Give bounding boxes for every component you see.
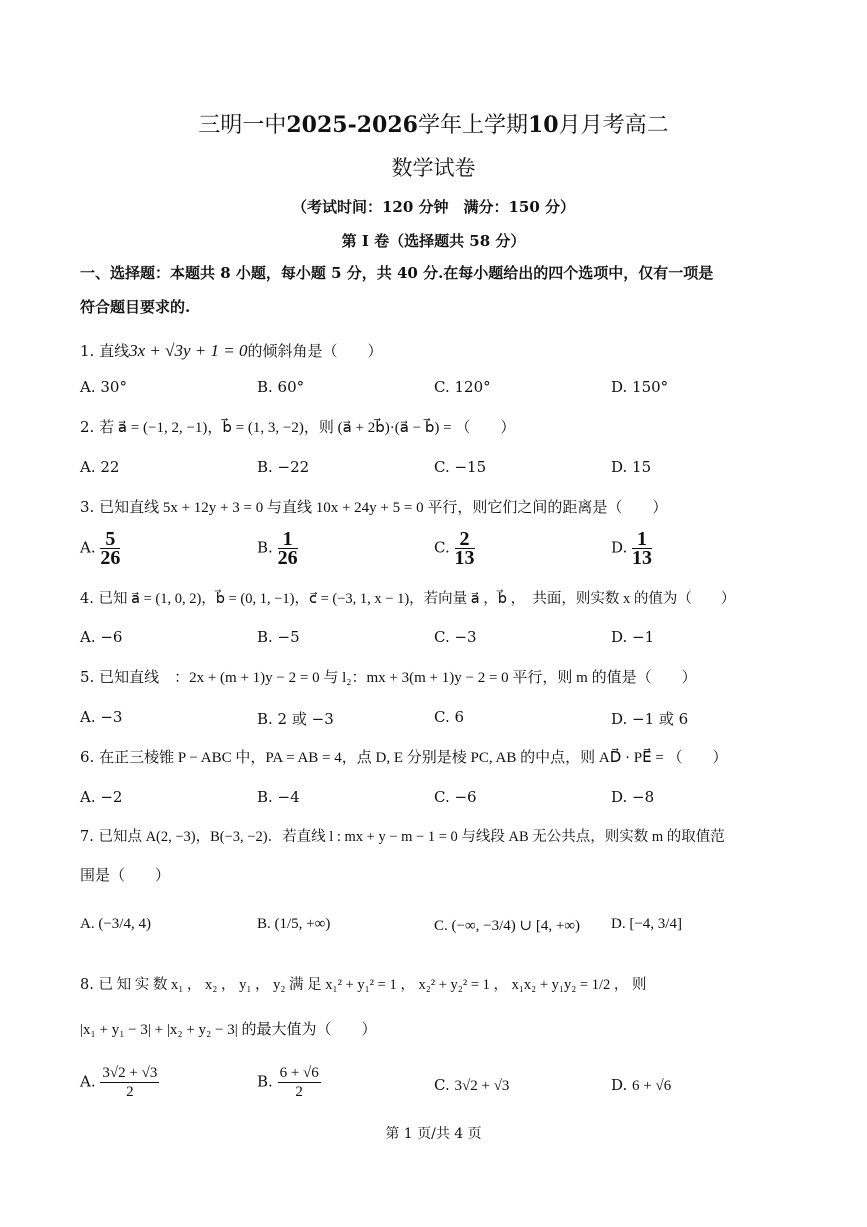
- section-heading-line2: 符合题目要求的.: [80, 298, 191, 316]
- option-d: [611, 1076, 671, 1095]
- question-number: 7.: [80, 829, 94, 845]
- option-a: [80, 1064, 159, 1101]
- question-text: |x₁ + y₁ − 3| + |x₂ + y₂ − 3| 的最大值为（ ）: [80, 1022, 377, 1038]
- option-label: B.: [257, 538, 273, 557]
- question-number: 6.: [80, 748, 95, 766]
- fraction: [100, 1064, 159, 1101]
- option-b: [257, 530, 298, 567]
- option-b: B. 60°: [257, 378, 305, 396]
- question-4-options: [80, 628, 800, 658]
- school-year: 2025-2026: [286, 112, 418, 138]
- option-c: [434, 1076, 509, 1095]
- denominator: 13: [632, 547, 653, 569]
- question-2: [80, 416, 789, 439]
- question-2-options: [80, 458, 800, 488]
- option-a: A. −2: [80, 788, 123, 806]
- question-text: 已 知 实 数 x₁ ， x₂ ， y₁ ， y₂ 满 足 x₁² + y₁² = 1 ， x₂² + y₂² = 1 ， x₁x₂ + y₁y₂ = 1/2 ， 则: [98, 977, 647, 993]
- question-text: 若 a⃗ = (−1, 2, −1)，b⃗ = (1, 3, −2)，则 (a⃗ + 2b⃗)·(a⃗ − b⃗) = （ ）: [99, 420, 516, 436]
- denominator: 26: [100, 547, 121, 569]
- option-a: A. 30°: [80, 378, 127, 396]
- question-5-options: [80, 708, 800, 738]
- question-5: [80, 666, 789, 689]
- page-footer: 第 1 页/共 4 页: [385, 1126, 482, 1142]
- question-number: 5.: [80, 668, 95, 686]
- denominator: 26: [277, 547, 298, 569]
- fraction: [455, 530, 475, 567]
- subject-title: 数学试卷: [391, 156, 476, 180]
- denominator: 2: [295, 1084, 303, 1100]
- numerator: 5: [100, 530, 120, 549]
- option-c: C. (−∞, −3/4) ∪ [4, +∞): [434, 918, 580, 934]
- numerator: 6 + √6: [279, 1065, 319, 1081]
- option-a: [80, 530, 120, 567]
- option-b: B. (1/5, +∞): [257, 916, 331, 932]
- option-label: D.: [611, 1076, 628, 1094]
- option-d: [611, 530, 652, 567]
- numerator: 3√2 + √3: [102, 1065, 158, 1081]
- question-text: 已知点 A(2, −3)，B(−3, −2)．若直线 l : mx + y − m − 1 = 0 与线段 AB 无公共点，则实数 m 的取值范: [98, 829, 725, 845]
- option-label: D.: [611, 538, 628, 557]
- option-c: C. 6: [434, 708, 465, 726]
- question-4: [80, 588, 789, 610]
- question-7-line1: [80, 826, 789, 848]
- question-8-line2: [80, 1018, 789, 1041]
- question-6: [80, 746, 789, 769]
- exam-name: 月月考高二: [558, 113, 669, 138]
- option-label: A.: [80, 1072, 96, 1091]
- question-8-options: [80, 1064, 800, 1112]
- month: 10: [527, 112, 559, 138]
- question-number: 3.: [80, 498, 95, 516]
- option-d: D. [−4, 3/4]: [611, 916, 682, 932]
- option-b: B. −4: [257, 788, 300, 806]
- option-label: C.: [434, 1076, 450, 1094]
- question-text: 在正三棱锥 P − ABC 中，PA = AB = 4，点 D, E 分别是棱 PC, AB 的中点，则 AD⃗ · PE⃗ = （ ）: [99, 750, 728, 766]
- exam-info: （考试时间：120 分钟 满分：150 分）: [291, 198, 576, 216]
- option-label: B.: [257, 1072, 273, 1091]
- question-number: 2.: [80, 418, 95, 436]
- numerator: 1: [278, 530, 298, 549]
- option-a: A. (−3/4, 4): [80, 916, 151, 932]
- option-c: [434, 530, 475, 567]
- option-c: C. 120°: [434, 378, 491, 396]
- option-a: A. −6: [80, 628, 123, 646]
- option-c: C. −3: [434, 628, 477, 646]
- option-b: [257, 1064, 321, 1101]
- option-label: C.: [434, 538, 450, 557]
- option-label: A.: [80, 538, 96, 557]
- question-3-options: [80, 530, 800, 574]
- option-value: 3√2 + √3: [454, 1078, 510, 1094]
- question-1-options: [80, 378, 800, 408]
- question-number: 1.: [80, 342, 95, 360]
- fraction: [278, 530, 298, 567]
- question-text: 已知直线 5x + 12y + 3 = 0 与直线 10x + 24y + 5 = 0 平行，则它们之间的距离是（ ）: [99, 500, 668, 516]
- option-b: B. 2 或 −3: [257, 710, 334, 728]
- denominator: 13: [454, 547, 475, 569]
- numerator: 1: [632, 530, 652, 549]
- option-c: C. −6: [434, 788, 477, 806]
- option-d: D. −8: [611, 788, 655, 806]
- exam-title: [0, 108, 867, 139]
- option-d: D. −1 或 6: [611, 710, 689, 728]
- question-text: 直线: [99, 342, 130, 360]
- question-text: 的倾斜角是（ ）: [247, 342, 383, 360]
- fraction: [278, 1064, 321, 1101]
- option-d: D. −1: [611, 628, 655, 646]
- option-b: B. −5: [257, 628, 300, 646]
- option-c: C. −15: [434, 458, 487, 476]
- numerator: 2: [455, 530, 475, 549]
- school-name: 三明一中: [198, 113, 287, 138]
- question-8-line1: [80, 974, 789, 996]
- question-7-options: [80, 916, 800, 946]
- fraction: [100, 530, 120, 567]
- question-text: 已知 a⃗ = (1, 0, 2)，b⃗ = (0, 1, −1)，c⃗ = (−3, 1, x − 1)，若向量 a⃗ ，b⃗ ， 共面，则实数 x 的值为（ ）: [98, 591, 736, 607]
- question-number: 8.: [80, 977, 94, 993]
- option-value: 6 + √6: [632, 1078, 672, 1094]
- question-6-options: [80, 788, 800, 818]
- fraction: [632, 530, 652, 567]
- question-3: [80, 496, 789, 519]
- section-heading-line1: 一、选择题：本题共 8 小题，每小题 5 分，共 40 分.在每小题给出的四个选项中，仅有一项是: [80, 264, 714, 282]
- question-text: 已知直线 ：2x + (m + 1)y − 2 = 0 与 l₂：mx + 3(m + 1)y − 2 = 0 平行，则 m 的值是（ ）: [99, 670, 697, 686]
- option-d: D. 150°: [611, 378, 669, 396]
- question-7-line2: 围是（ ）: [80, 866, 171, 884]
- question-expression: 3x + √3y + 1 = 0: [129, 341, 248, 360]
- question-number: 4.: [80, 591, 94, 607]
- denominator: 2: [126, 1084, 134, 1100]
- option-a: A. 22: [80, 458, 120, 476]
- term: 学年上学期: [417, 113, 528, 138]
- option-d: D. 15: [611, 458, 652, 476]
- question-1: [80, 340, 789, 362]
- option-a: A. −3: [80, 708, 123, 726]
- volume-heading: 第 I 卷（选择题共 58 分）: [341, 232, 526, 250]
- option-b: B. −22: [257, 458, 310, 476]
